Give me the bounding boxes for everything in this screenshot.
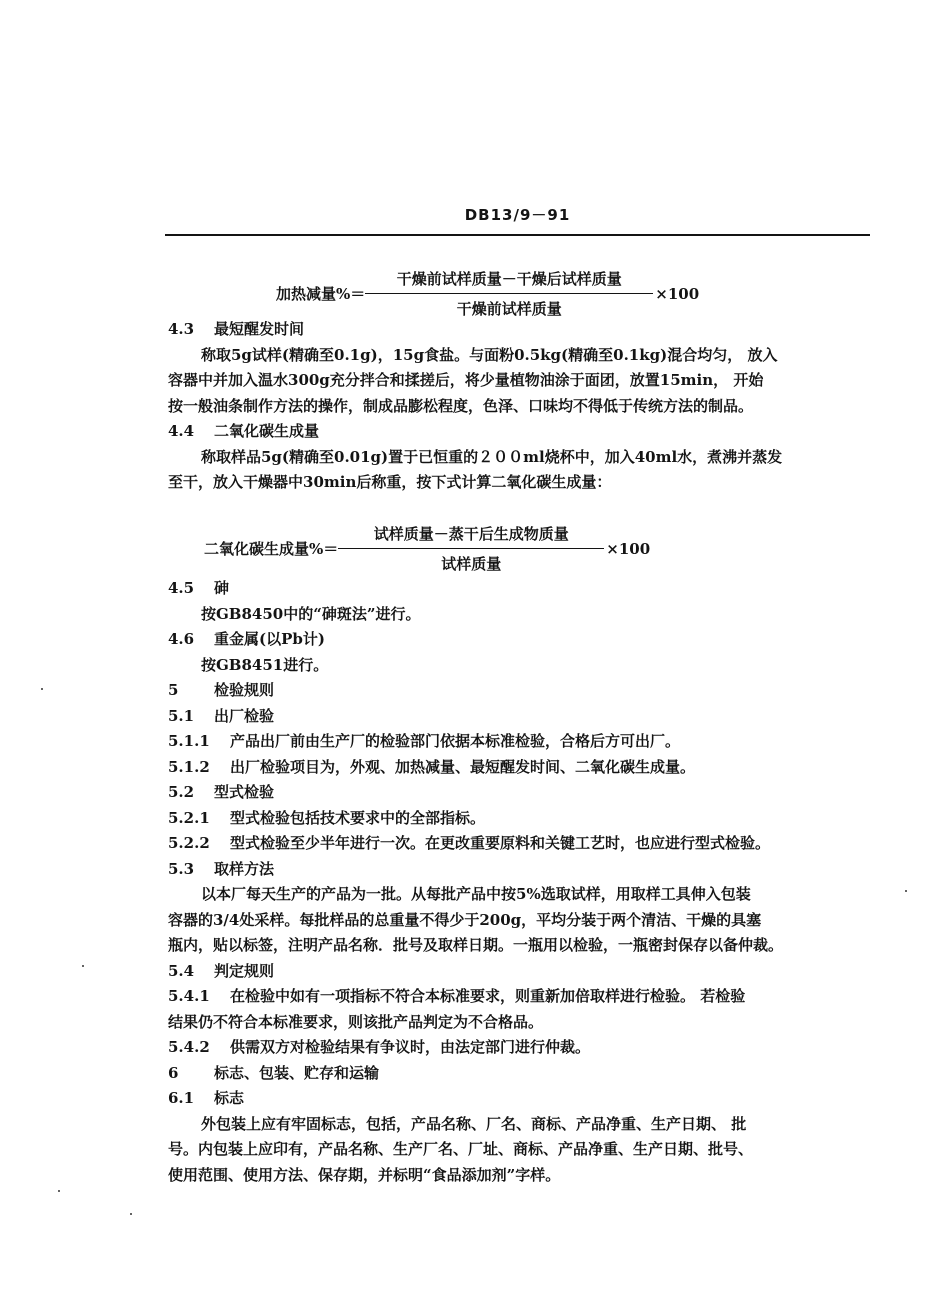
section-heading: [168, 704, 878, 730]
subsection-text: 型式检验至少半年进行一次。在更改重要原料和关键工艺时，也应进行型式检验。: [230, 834, 771, 852]
section-heading: [168, 576, 878, 602]
section-number: 5.3: [168, 859, 195, 878]
section-title: 出厂检验: [214, 706, 275, 725]
paragraph-line: 外包装上应有牢固标志，包括，产品名称、厂名、商标、产品净重、生产日期、 批: [201, 1114, 747, 1133]
subsection-item: [168, 806, 878, 832]
formula-denominator: 试样质量: [441, 555, 502, 573]
paragraph-line: 以本厂每天生产的产品为一批。从每批产品中按5%选取试样，用取样工具伸入包装: [201, 885, 751, 903]
paragraph-line: 瓶内，贴以标签，注明产品名称．批号及取样日期。一瓶用以检验，一瓶密封保存以备仲裁。: [168, 936, 784, 954]
subsection-number: 5.1.1: [168, 732, 210, 750]
formula-denominator: 干燥前试样质量: [456, 300, 562, 318]
subsection-text: 产品出厂前由生产厂的检验部门依据本标准检验，合格后方可出厂。: [230, 732, 681, 750]
subsection-item: [168, 984, 878, 1010]
subsection-item: [168, 755, 878, 781]
subsection-text: 出厂检验项目为，外观、加热减量、最短醒发时间、二氧化碳生成量。: [230, 757, 696, 776]
scan-speck: [41, 688, 43, 690]
section-title: 标志: [214, 1089, 245, 1107]
formula-label: 二氧化碳生成量%＝: [204, 540, 339, 558]
section-title: 判定规则: [214, 961, 275, 980]
subsection-item: [168, 1035, 878, 1061]
section-title: 最短醒发时间: [214, 320, 305, 338]
subsection-number: 5.4.1: [168, 987, 210, 1005]
section-title: 检验规则: [214, 681, 275, 699]
header-rule: [165, 234, 870, 236]
section-heading: [168, 678, 878, 704]
formula-label: 加热减量%＝: [276, 285, 366, 303]
paragraph-line: 按GB8450中的“砷斑法”进行。: [201, 604, 421, 623]
paragraph-line: 按GB8451进行。: [201, 655, 329, 674]
section-title: 砷: [214, 579, 230, 597]
subsection-text: 在检验中如有一项指标不符合本标准要求，则重新加倍取样进行检验。 若检验: [230, 987, 746, 1005]
scan-speck: [905, 890, 907, 892]
formula-fraction: [338, 523, 604, 574]
subsection-number: 5.4.2: [168, 1038, 210, 1056]
subsection-number: 5.2.2: [168, 834, 210, 852]
section-number: 5.2: [168, 783, 195, 801]
subsection-item: [168, 831, 878, 857]
section-number: 4.3: [168, 320, 195, 338]
section-number: 4.4: [168, 422, 195, 440]
scan-speck: [82, 965, 84, 967]
paragraph-line: 使用范围、使用方法、保存期，并标明“食品添加剂”字样。: [168, 1165, 561, 1184]
formula-numerator: 干燥前试样质量－干燥后试样质量: [396, 270, 622, 288]
section-heading: [168, 1086, 878, 1112]
section-number: 6.1: [168, 1089, 195, 1107]
section-heading: [168, 1061, 878, 1087]
section-heading: [168, 959, 878, 985]
formula-heating-loss: [276, 268, 699, 319]
paragraph-line: 至干，放入干燥器中30min后称重，按下式计算二氧化碳生成量：: [168, 473, 612, 491]
scan-speck: [58, 1190, 60, 1192]
section-number: 5: [168, 681, 179, 699]
subsection-text: 供需双方对检验结果有争议时，由法定部门进行仲裁。: [230, 1038, 591, 1056]
section-title: 型式检验: [214, 783, 275, 801]
subsection-number: 5.2.1: [168, 808, 210, 827]
paragraph-line: 按一般油条制作方法的操作，制成品膨松程度，色泽、口味均不得低于传统方法的制品。: [168, 396, 754, 415]
paragraph-line: 称取样品5g(精确至0.01g)置于已恒重的２００ml烧杯中，加入40ml水，煮沸并蒸发: [201, 447, 783, 466]
formula-fraction: [365, 268, 653, 319]
section-heading: [168, 780, 878, 806]
formula-multiplier: ×100: [655, 284, 700, 303]
section-number: 6: [168, 1063, 179, 1082]
document-code-header: DB13/9－91: [464, 206, 571, 224]
section-number: 4.5: [168, 579, 195, 597]
paragraph-line: 号。内包装上应印有，产品名称、生产厂名、厂址、商标、产品净重、生产日期、批号、: [168, 1140, 754, 1158]
formula-numerator: 试样质量－蒸干后生成物质量: [373, 525, 569, 543]
scan-speck: [130, 1213, 132, 1215]
section-heading: [168, 317, 878, 343]
section-heading: [168, 419, 878, 445]
section-number: 5.4: [168, 961, 195, 980]
paragraph-line: 容器的3/4处采样。每批样品的总重量不得少于200g，平均分装于两个清洁、干燥的具塞: [168, 910, 762, 929]
section-number: 5.1: [168, 706, 195, 725]
section-heading: [168, 857, 878, 883]
subsection-text: 型式检验包括技术要求中的全部指标。: [230, 808, 486, 827]
paragraph-line: 容器中并加入温水300g充分拌合和揉搓后，将少量植物油涂于面团，放置15min， 开始: [168, 371, 764, 389]
subsection-item: [168, 729, 878, 755]
formula-multiplier: ×100: [606, 539, 651, 558]
formula-co2-yield: [204, 523, 650, 574]
section-4-5-to-6-1: [168, 576, 878, 1188]
paragraph-line: 结果仍不符合本标准要求，则该批产品判定为不合格品。: [168, 1012, 544, 1031]
section-number: 4.6: [168, 630, 195, 648]
section-title: 重金属(以Pb计): [214, 630, 325, 648]
section-title: 二氧化碳生成量: [214, 422, 320, 440]
section-4-3-to-4-4: [168, 317, 878, 496]
section-title: 取样方法: [214, 859, 275, 878]
section-title: 标志、包装、贮存和运输: [214, 1063, 380, 1082]
subsection-number: 5.1.2: [168, 757, 210, 776]
paragraph-line: 称取5g试样(精确至0.1g)，15g食盐。与面粉0.5kg(精确至0.1kg)混合均匀， 放入: [201, 345, 778, 364]
section-heading: [168, 627, 878, 653]
